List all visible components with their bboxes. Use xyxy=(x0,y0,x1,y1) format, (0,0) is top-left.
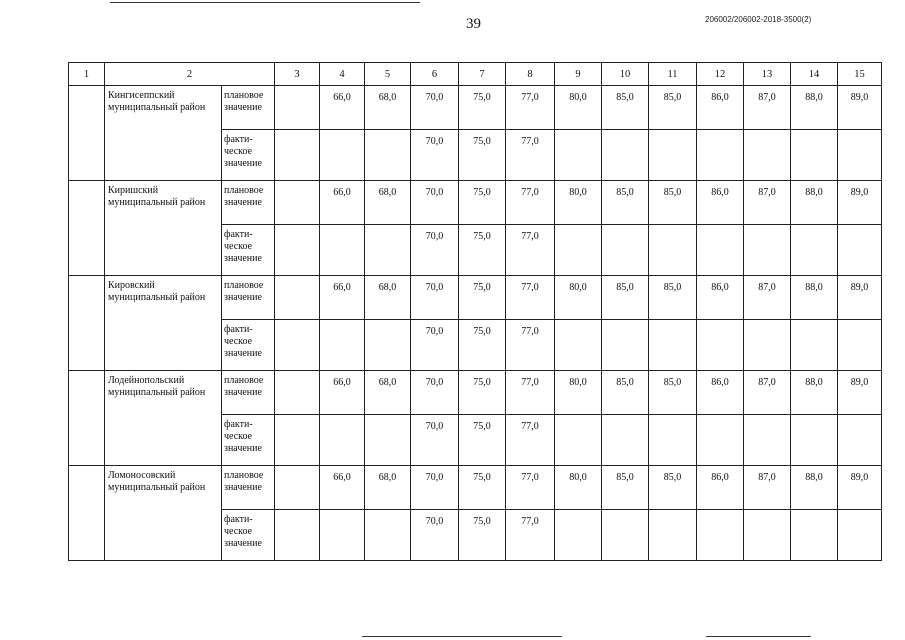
plan-value-cell: 75,0 xyxy=(459,466,506,510)
fact-value-cell: 70,0 xyxy=(411,415,459,466)
col-header-8: 8 xyxy=(506,63,555,86)
plan-value-cell: 85,0 xyxy=(602,371,649,415)
plan-value-cell: 88,0 xyxy=(791,371,838,415)
plan-value-cell: 85,0 xyxy=(649,276,697,320)
plan-value-cell: 70,0 xyxy=(411,181,459,225)
row-index-cell xyxy=(69,276,105,371)
plan-value-cell: 89,0 xyxy=(838,181,882,225)
plan-value-cell: 75,0 xyxy=(459,371,506,415)
plan-value-cell: 86,0 xyxy=(697,276,744,320)
fact-value-cell xyxy=(365,225,411,276)
table-row-plan xyxy=(69,371,882,415)
plan-value-cell xyxy=(275,276,320,320)
value-type-fact: факти-ческое значение xyxy=(222,415,275,466)
fact-value-cell xyxy=(791,130,838,181)
plan-value-cell: 89,0 xyxy=(838,276,882,320)
plan-value-cell: 87,0 xyxy=(744,181,791,225)
fact-value-cell xyxy=(697,130,744,181)
plan-value-cell: 85,0 xyxy=(602,181,649,225)
fact-value-cell xyxy=(649,510,697,561)
table-row-plan xyxy=(69,276,882,320)
row-index-cell xyxy=(69,371,105,466)
value-type-plan: плановое значение xyxy=(222,86,275,130)
district-name: Кировский муниципальный район xyxy=(105,276,222,371)
fact-value-cell: 70,0 xyxy=(411,130,459,181)
fact-value-cell xyxy=(838,130,882,181)
plan-value-cell: 80,0 xyxy=(555,371,602,415)
plan-value-cell: 85,0 xyxy=(602,466,649,510)
plan-value-cell: 66,0 xyxy=(320,371,365,415)
fact-value-cell xyxy=(602,320,649,371)
fact-value-cell xyxy=(649,320,697,371)
plan-value-cell: 85,0 xyxy=(602,276,649,320)
plan-value-cell: 85,0 xyxy=(649,371,697,415)
fact-value-cell xyxy=(365,510,411,561)
plan-value-cell: 66,0 xyxy=(320,181,365,225)
district-name: Ломоносовский муниципальный район xyxy=(105,466,222,561)
plan-value-cell: 77,0 xyxy=(506,276,555,320)
fact-value-cell xyxy=(649,225,697,276)
bottom-rule-right xyxy=(706,636,811,637)
fact-value-cell xyxy=(275,225,320,276)
fact-value-cell: 77,0 xyxy=(506,225,555,276)
col-header-4: 4 xyxy=(320,63,365,86)
fact-value-cell: 70,0 xyxy=(411,320,459,371)
plan-value-cell: 89,0 xyxy=(838,371,882,415)
plan-value-cell: 68,0 xyxy=(365,276,411,320)
plan-value-cell: 80,0 xyxy=(555,181,602,225)
fact-value-cell xyxy=(555,225,602,276)
fact-value-cell xyxy=(697,225,744,276)
plan-value-cell: 75,0 xyxy=(459,181,506,225)
value-type-plan: плановое значение xyxy=(222,466,275,510)
plan-value-cell: 87,0 xyxy=(744,86,791,130)
fact-value-cell: 77,0 xyxy=(506,510,555,561)
value-type-fact: факти-ческое значение xyxy=(222,320,275,371)
col-header-15: 15 xyxy=(838,63,882,86)
top-rule xyxy=(110,2,420,3)
bottom-rule xyxy=(362,636,562,637)
table-row-plan xyxy=(69,466,882,510)
district-name: Кингисеппский муниципальный район xyxy=(105,86,222,181)
fact-value-cell xyxy=(649,130,697,181)
fact-value-cell xyxy=(791,510,838,561)
table-body xyxy=(69,86,882,561)
fact-value-cell: 77,0 xyxy=(506,320,555,371)
document-code: 206002/206002-2018-3500(2) xyxy=(705,15,812,24)
fact-value-cell xyxy=(744,415,791,466)
fact-value-cell xyxy=(744,225,791,276)
plan-value-cell xyxy=(275,466,320,510)
value-type-fact: факти-ческое значение xyxy=(222,130,275,181)
col-header-11: 11 xyxy=(649,63,697,86)
plan-value-cell: 85,0 xyxy=(649,181,697,225)
row-index-cell xyxy=(69,466,105,561)
col-header-12: 12 xyxy=(697,63,744,86)
plan-value-cell: 77,0 xyxy=(506,466,555,510)
plan-value-cell: 87,0 xyxy=(744,371,791,415)
plan-value-cell: 68,0 xyxy=(365,181,411,225)
page-number: 39 xyxy=(466,16,481,32)
table-row-plan xyxy=(69,86,882,130)
row-index-cell xyxy=(69,181,105,276)
fact-value-cell xyxy=(320,415,365,466)
plan-value-cell: 87,0 xyxy=(744,466,791,510)
fact-value-cell xyxy=(275,130,320,181)
fact-value-cell xyxy=(320,130,365,181)
col-header-5: 5 xyxy=(365,63,411,86)
fact-value-cell xyxy=(555,510,602,561)
fact-value-cell xyxy=(275,415,320,466)
fact-value-cell xyxy=(555,130,602,181)
plan-value-cell: 68,0 xyxy=(365,371,411,415)
fact-value-cell xyxy=(365,415,411,466)
plan-value-cell: 85,0 xyxy=(602,86,649,130)
fact-value-cell xyxy=(602,415,649,466)
fact-value-cell xyxy=(697,415,744,466)
fact-value-cell xyxy=(697,320,744,371)
fact-value-cell xyxy=(555,320,602,371)
plan-value-cell xyxy=(275,371,320,415)
plan-value-cell: 87,0 xyxy=(744,276,791,320)
value-type-plan: плановое значение xyxy=(222,371,275,415)
plan-value-cell: 68,0 xyxy=(365,466,411,510)
plan-value-cell: 70,0 xyxy=(411,86,459,130)
fact-value-cell xyxy=(838,320,882,371)
row-index-cell xyxy=(69,86,105,181)
fact-value-cell xyxy=(365,320,411,371)
plan-value-cell xyxy=(275,86,320,130)
value-type-plan: плановое значение xyxy=(222,181,275,225)
fact-value-cell xyxy=(744,510,791,561)
fact-value-cell xyxy=(791,225,838,276)
plan-value-cell: 88,0 xyxy=(791,466,838,510)
fact-value-cell xyxy=(320,225,365,276)
value-type-plan: плановое значение xyxy=(222,276,275,320)
plan-value-cell: 89,0 xyxy=(838,466,882,510)
fact-value-cell: 75,0 xyxy=(459,415,506,466)
plan-value-cell: 75,0 xyxy=(459,86,506,130)
fact-value-cell: 77,0 xyxy=(506,130,555,181)
fact-value-cell: 77,0 xyxy=(506,415,555,466)
fact-value-cell xyxy=(602,510,649,561)
fact-value-cell xyxy=(744,320,791,371)
district-name: Лодейнопольский муниципальный район xyxy=(105,371,222,466)
plan-value-cell: 85,0 xyxy=(649,86,697,130)
plan-value-cell: 66,0 xyxy=(320,466,365,510)
plan-value-cell: 70,0 xyxy=(411,276,459,320)
fact-value-cell: 70,0 xyxy=(411,510,459,561)
fact-value-cell xyxy=(838,415,882,466)
plan-value-cell: 86,0 xyxy=(697,371,744,415)
fact-value-cell: 75,0 xyxy=(459,130,506,181)
plan-value-cell: 77,0 xyxy=(506,86,555,130)
fact-value-cell: 75,0 xyxy=(459,320,506,371)
fact-value-cell: 70,0 xyxy=(411,225,459,276)
fact-value-cell: 75,0 xyxy=(459,510,506,561)
col-header-13: 13 xyxy=(744,63,791,86)
plan-value-cell: 86,0 xyxy=(697,466,744,510)
fact-value-cell xyxy=(791,415,838,466)
fact-value-cell xyxy=(838,510,882,561)
value-type-fact: факти-ческое значение xyxy=(222,510,275,561)
col-header-10: 10 xyxy=(602,63,649,86)
fact-value-cell xyxy=(744,130,791,181)
fact-value-cell xyxy=(838,225,882,276)
plan-value-cell: 89,0 xyxy=(838,86,882,130)
plan-value-cell: 80,0 xyxy=(555,276,602,320)
plan-value-cell: 77,0 xyxy=(506,371,555,415)
fact-value-cell xyxy=(365,130,411,181)
fact-value-cell xyxy=(275,320,320,371)
fact-value-cell xyxy=(697,510,744,561)
plan-value-cell: 88,0 xyxy=(791,181,838,225)
plan-value-cell: 68,0 xyxy=(365,86,411,130)
plan-value-cell: 70,0 xyxy=(411,371,459,415)
district-name: Киришский муниципальный район xyxy=(105,181,222,276)
col-header-2: 2 xyxy=(105,63,275,86)
fact-value-cell xyxy=(602,225,649,276)
fact-value-cell xyxy=(555,415,602,466)
table-row-plan xyxy=(69,181,882,225)
header-row xyxy=(69,63,882,86)
plan-value-cell: 75,0 xyxy=(459,276,506,320)
fact-value-cell xyxy=(602,130,649,181)
value-type-fact: факти-ческое значение xyxy=(222,225,275,276)
targets-table xyxy=(68,62,882,561)
plan-value-cell: 80,0 xyxy=(555,466,602,510)
plan-value-cell: 77,0 xyxy=(506,181,555,225)
col-header-6: 6 xyxy=(411,63,459,86)
fact-value-cell: 75,0 xyxy=(459,225,506,276)
fact-value-cell xyxy=(320,320,365,371)
plan-value-cell: 88,0 xyxy=(791,86,838,130)
col-header-9: 9 xyxy=(555,63,602,86)
plan-value-cell: 80,0 xyxy=(555,86,602,130)
fact-value-cell xyxy=(275,510,320,561)
col-header-3: 3 xyxy=(275,63,320,86)
plan-value-cell: 66,0 xyxy=(320,276,365,320)
plan-value-cell xyxy=(275,181,320,225)
col-header-1: 1 xyxy=(69,63,105,86)
fact-value-cell xyxy=(320,510,365,561)
col-header-7: 7 xyxy=(459,63,506,86)
plan-value-cell: 66,0 xyxy=(320,86,365,130)
plan-value-cell: 85,0 xyxy=(649,466,697,510)
plan-value-cell: 70,0 xyxy=(411,466,459,510)
col-header-14: 14 xyxy=(791,63,838,86)
fact-value-cell xyxy=(649,415,697,466)
plan-value-cell: 88,0 xyxy=(791,276,838,320)
plan-value-cell: 86,0 xyxy=(697,86,744,130)
plan-value-cell: 86,0 xyxy=(697,181,744,225)
fact-value-cell xyxy=(791,320,838,371)
